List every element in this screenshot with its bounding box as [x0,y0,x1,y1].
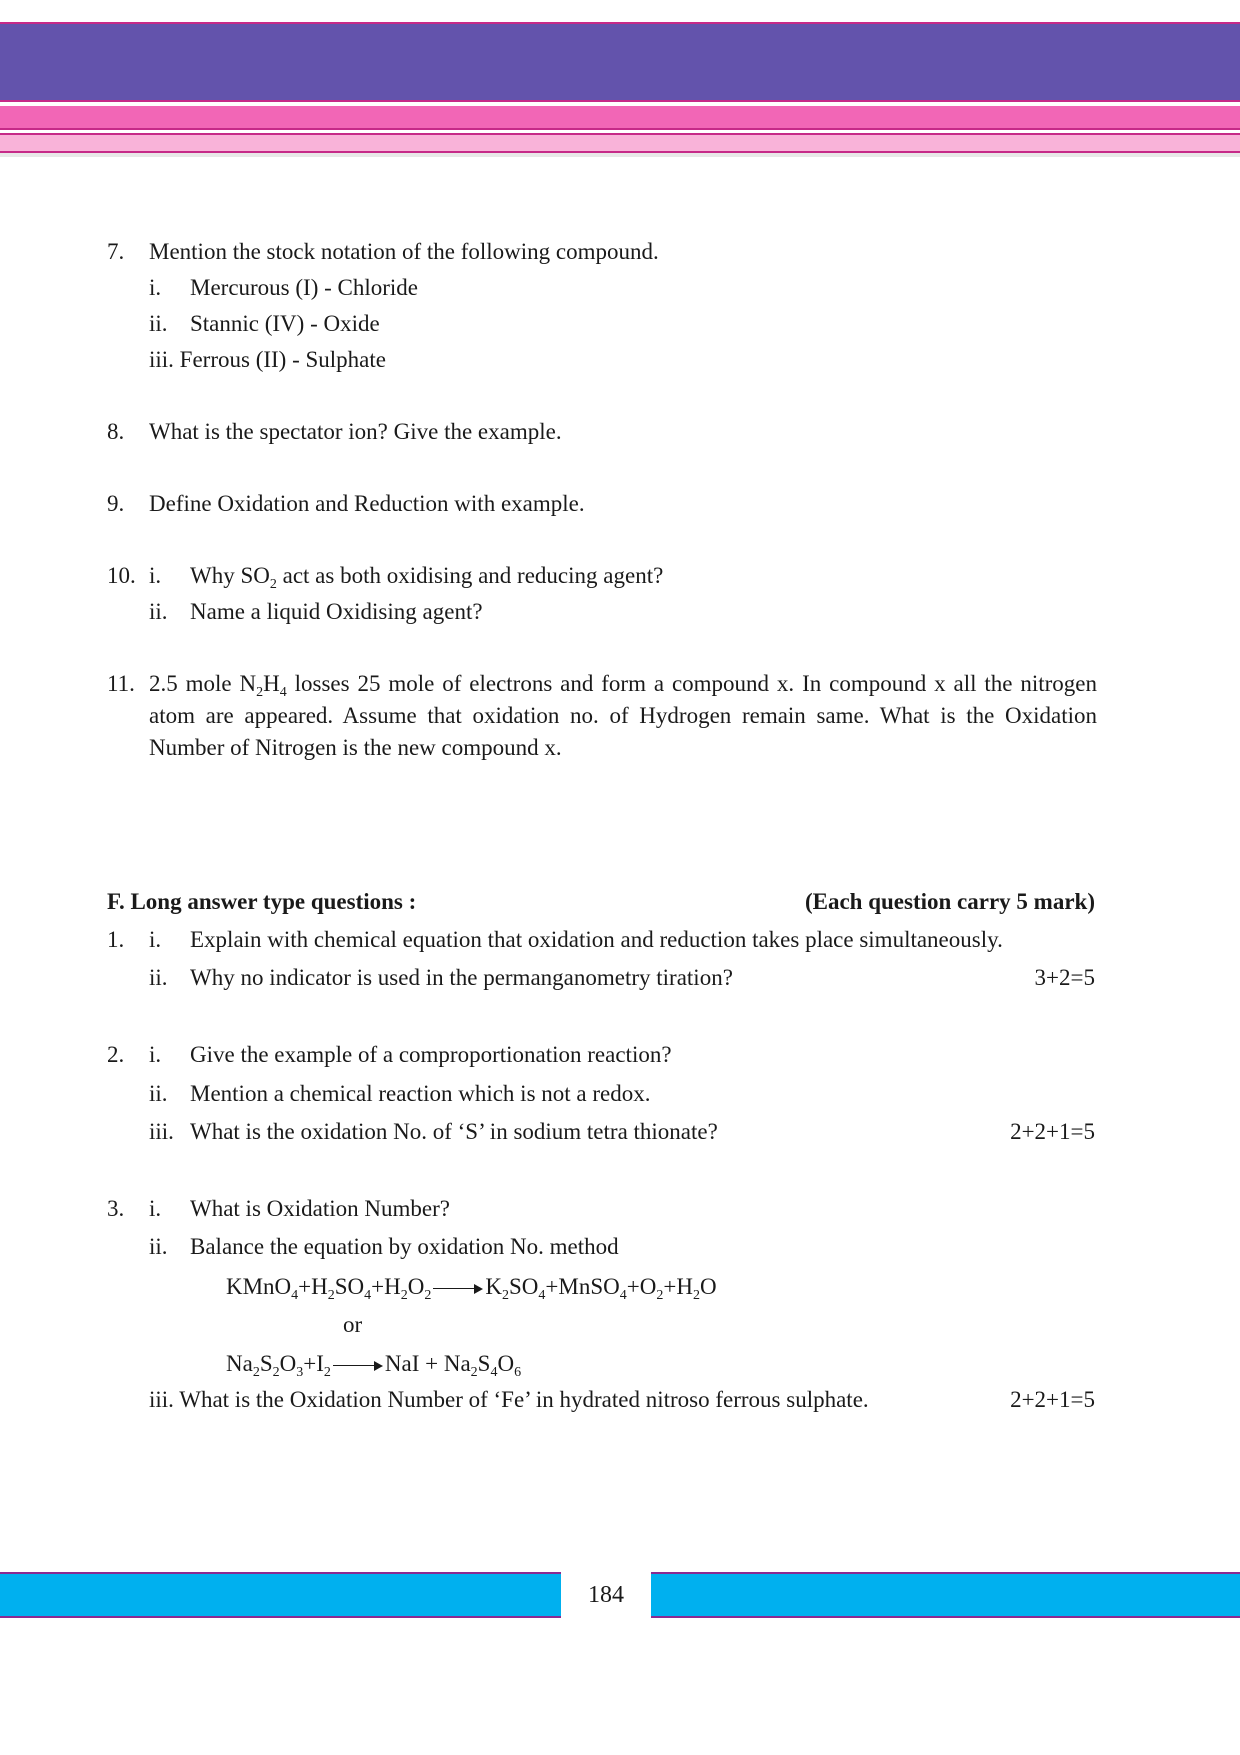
question-10-ii-text: Name a liquid Oxidising agent? [190,599,483,624]
question-7-item-label: ii. [149,311,168,336]
question-11-text: 2.5 mole $N_2H_4$ losses 25 mole of electrons and form a compound x. In compound x all the nitrogen atom are appeared. Assume that oxidation no. of Hydrogen remain same. What is the Oxidation Number of Nitrogen is the new compound x. [149,671,1097,760]
long-question-2-i-label: i. [149,1042,162,1067]
question-10-number: 10. [107,563,136,588]
question-7-item-text: Stannic (IV) - Oxide [190,311,380,336]
long-question-3-marks: 2+2+1=5 [1010,1387,1095,1412]
reaction-arrow-icon [333,1361,383,1371]
equation-or-separator: or [343,1312,363,1337]
question-7-item-text: iii. Ferrous (II) - Sulphate [149,347,386,372]
reaction-arrow-icon [433,1284,483,1294]
long-question-2-i-text: Give the example of a comproportionation reaction? [190,1042,672,1067]
question-7-item-text: Mercurous (I) - Chloride [190,275,419,300]
long-question-1-number: 1. [107,927,125,952]
long-question-1-ii-text: Why no indicator is used in the permanganometry tiration? [190,965,733,990]
header-band-grey [0,153,1240,157]
question-9-text: Define Oxidation and Reduction with example. [149,491,585,516]
page-number: 184 [588,1582,624,1608]
question-10-ii-label: ii. [149,599,168,624]
long-question-2-marks: 2+2+1=5 [1010,1119,1095,1144]
header-band-light-pink [0,133,1240,153]
equation-kmno4-h2o2: $KMnO_4+H_2SO_4+H_2O_2$ $K_2SO_4+MnSO_4+O_2+H_2O$ [226,1274,717,1303]
section-f-title: F. Long answer type questions : [107,889,417,914]
question-10-i-text: Why $SO_2$ act as both oxidising and reducing agent? [190,563,664,592]
long-question-3-ii-text: Balance the equation by oxidation No. method [190,1234,619,1259]
long-question-1-ii-label: ii. [149,965,168,990]
long-question-2-number: 2. [107,1042,125,1067]
question-9-number: 9. [107,491,125,516]
footer-bar-left [0,1572,561,1618]
equation-thiosulphate-iodine: $Na_2S_2O_3+I_2$ NaI + $Na_2S_4O_6$ [226,1351,522,1380]
question-7-number: 7. [107,239,125,264]
long-question-1-i-label: i. [149,927,162,952]
long-question-2-ii-text: Mention a chemical reaction which is not a redox. [190,1081,651,1106]
long-question-1-marks: 3+2=5 [1034,965,1095,990]
long-question-1-i-text: Explain with chemical equation that oxidation and reduction takes place simultaneously. [190,927,1003,952]
long-question-3-number: 3. [107,1196,125,1221]
question-8-text: What is the spectator ion? Give the example. [149,419,562,444]
question-7-item-label: i. [149,275,162,300]
long-question-2-iii-label: iii. [149,1119,174,1144]
question-8-number: 8. [107,419,125,444]
footer-bar-right [651,1572,1240,1618]
long-question-3-ii-label: ii. [149,1234,168,1259]
long-question-2-iii-text: What is the oxidation No. of ‘S’ in sodium tetra thionate? [190,1119,718,1144]
question-11-number: 11. [107,671,135,696]
long-question-3-i-label: i. [149,1196,162,1221]
section-f-note: (Each question carry 5 mark) [804,889,1095,914]
question-7-text: Mention the stock notation of the following compound. [149,239,659,264]
header-band-purple [0,22,1240,102]
long-question-2-ii-label: ii. [149,1081,168,1106]
long-question-3-i-text: What is Oxidation Number? [190,1196,450,1221]
header-band-pink [0,106,1240,130]
long-question-3-iii-text: iii. What is the Oxidation Number of ‘Fe’ in hydrated nitroso ferrous sulphate. [149,1387,869,1412]
question-10-i-label: i. [149,563,162,588]
